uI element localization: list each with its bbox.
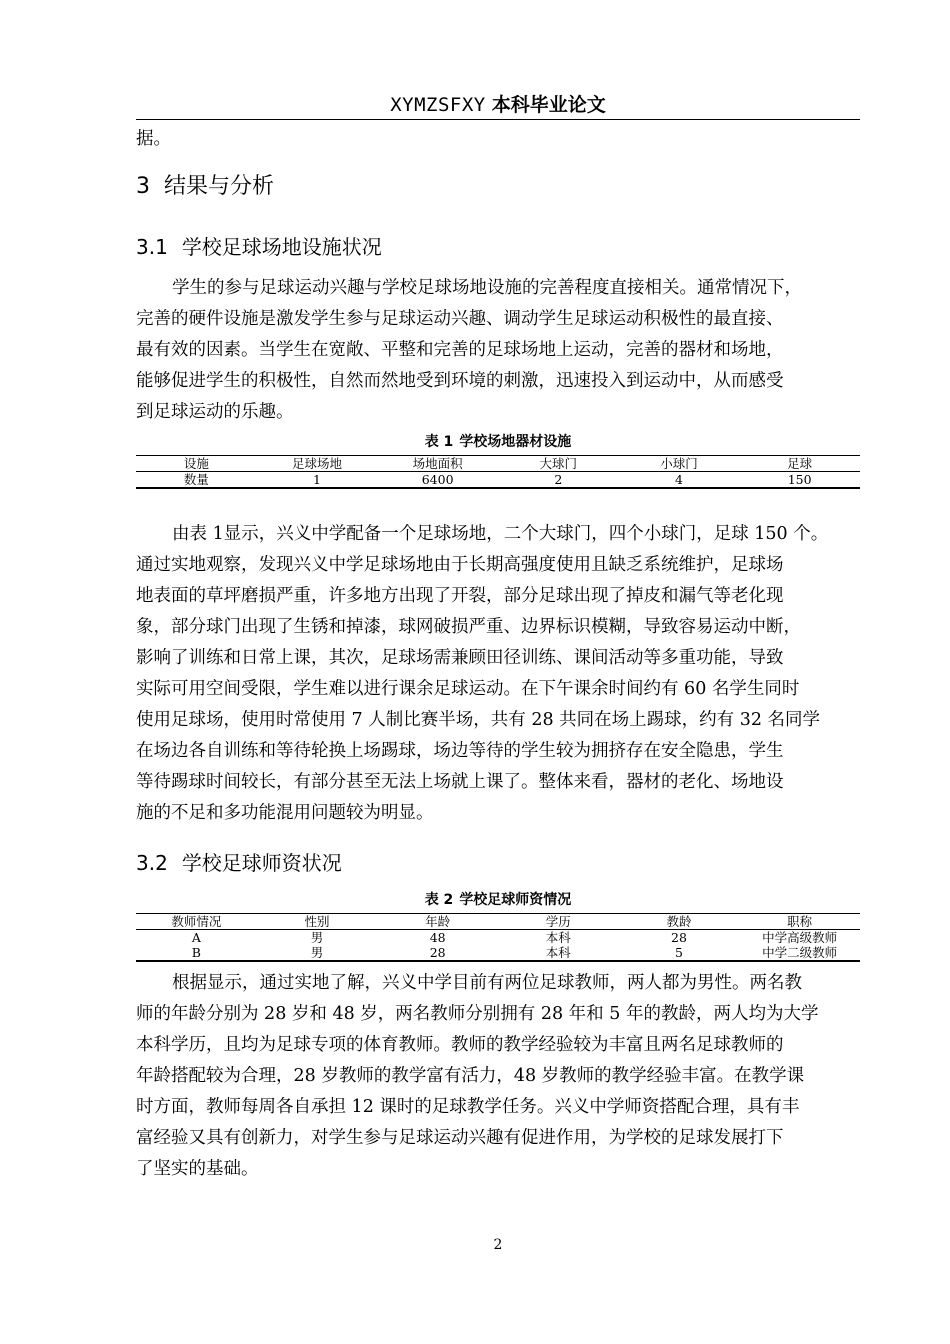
column-header: 小球门 (619, 456, 740, 472)
column-header: 性别 (257, 914, 378, 930)
paragraph-line: 地表面的草坪磨损严重，许多地方出现了开裂，部分足球出现了掉皮和漏气等老化现 (136, 586, 784, 606)
header-thesis-type: 本科毕业论文 (491, 94, 606, 116)
paragraph-line: 富经验又具有创新力，对学生参与足球运动兴趣有促进作用，为学校的足球发展打下 (136, 1128, 784, 1148)
column-header: 设施 (136, 456, 257, 472)
paragraph-line: 实际可用空间受限，学生难以进行课余足球运动。在下午课余时间约有 60 名学生同时 (136, 679, 800, 699)
paragraph-line: 通过实地观察，发现兴义中学足球场地由于长期高强度使用且缺乏系统维护，足球场 (136, 555, 784, 575)
table-cell: 28 (429, 945, 446, 960)
table-row (136, 472, 860, 489)
table-cell: 28 (671, 929, 687, 945)
paragraph-line: 本科学历，且均为足球专项的体育教师。教师的教学经验较为丰富且两名足球教师的 (136, 1035, 784, 1055)
table-2-caption (136, 891, 860, 909)
table-2-teachers (136, 913, 860, 962)
paragraph-line: 影响了训练和日常上课，其次，足球场需兼顾田径训练、课间活动等多重功能，导致 (136, 648, 784, 668)
table-cell: 5 (674, 945, 683, 960)
paragraph-line: 根据显示，通过实地了解，兴义中学目前有两位足球教师，两人都为男性。两名教 (172, 973, 802, 993)
paragraph-line: 能够促进学生的积极性，自然而然地受到环境的刺激，迅速投入到运动中，从而感受 (136, 371, 784, 391)
section-title: 结果与分析 (164, 174, 275, 199)
header-rule (136, 119, 860, 120)
table-1-analysis (136, 519, 860, 829)
paragraph-line: 使用足球场，使用时常使用 7 人制比赛半场，共有 28 共同在场上踢球，约有 32 名同学 (136, 710, 821, 730)
paragraph-line: 年龄搭配较为合理，28 岁教师的教学富有活力，48 岁教师的教学经验丰富。在教学课 (136, 1066, 805, 1086)
table-cell: 1 (313, 471, 321, 487)
table-caption-label: 表 2 (424, 892, 454, 908)
section-number: 3 (136, 174, 150, 199)
column-header: 职称 (739, 914, 860, 930)
table-cell: 数量 (183, 471, 209, 487)
table-cell: 150 (787, 471, 812, 487)
header-school-code: XYMZSFXY (390, 94, 486, 116)
table-cell: 男 (310, 929, 324, 945)
section-3-heading (136, 172, 274, 202)
table-cell: 2 (554, 471, 563, 487)
table-cell: 4 (674, 471, 683, 487)
table-1-caption (136, 433, 860, 451)
paragraph-line: 象，部分球门出现了生锈和掉漆，球网破损严重、边界标识模糊，导致容易运动中断， (136, 617, 801, 637)
table-cell: 中学二级教师 (762, 945, 838, 960)
page-number: 2 (493, 1237, 503, 1253)
table-row (136, 930, 860, 946)
paragraph-line: 完善的硬件设施是激发学生参与足球运动兴趣、调动学生足球运动积极性的最直接、 (136, 309, 784, 329)
column-header: 大球门 (498, 456, 619, 472)
paragraph-line: 等待踢球时间较长，有部分甚至无法上场就上课了。整体来看，器材的老化、场地设 (136, 772, 784, 792)
section-title: 学校足球场地设施状况 (181, 235, 382, 259)
column-header: 学历 (498, 914, 619, 930)
table-caption-title: 学校足球师资情况 (459, 892, 572, 908)
table-cell: A (191, 929, 201, 945)
section-number: 3.2 (136, 851, 168, 875)
paragraph-line: 施的不足和多功能混用问题较为明显。 (136, 803, 434, 823)
table-header-row (136, 914, 860, 930)
table-cell: 男 (310, 945, 324, 960)
section-title: 学校足球师资状况 (181, 851, 342, 875)
table-header-row (136, 456, 860, 472)
column-header: 足球场地 (257, 456, 378, 472)
paragraph-line: 到足球运动的乐趣。 (136, 402, 294, 422)
paragraph-line: 师的年龄分别为 28 岁和 48 岁，两名教师分别拥有 28 年和 5 年的教龄，两人均为大学 (136, 1004, 819, 1024)
table-row (136, 945, 860, 961)
table-caption-title: 学校场地器材设施 (459, 434, 572, 450)
paragraph-line: 时方面，教师每周各自承担 12 课时的足球教学任务。兴义中学师资搭配合理，具有丰 (136, 1097, 800, 1117)
paragraph-line: 由表 1显示，兴义中学配备一个足球场地，二个大球门，四个小球门，足球 150 个。 (172, 524, 829, 544)
running-header (136, 92, 860, 118)
table-caption-label: 表 1 (424, 434, 454, 450)
table-2-analysis (136, 968, 860, 1185)
paragraph-line: 在场边各自训练和等待轮换上场踢球，场边等待的学生较为拥挤存在安全隐患，学生 (136, 741, 784, 761)
section-3-1-paragraph (136, 273, 860, 428)
table-cell: 本科 (545, 945, 571, 960)
table-cell: 中学高级教师 (762, 929, 838, 945)
table-cell: B (191, 945, 201, 960)
paragraph-line: 学生的参与足球运动兴趣与学校足球场地设施的完善程度直接相关。通常情况下， (172, 278, 802, 298)
table-cell: 本科 (545, 929, 571, 945)
carryover-text: 据。 (136, 129, 171, 149)
column-header: 教龄 (619, 914, 740, 930)
column-header: 年龄 (377, 914, 498, 930)
column-header: 教师情况 (136, 914, 257, 930)
table-1-facilities (136, 455, 860, 489)
column-header: 足球 (739, 456, 860, 472)
section-number: 3.1 (136, 235, 168, 259)
section-3-1-heading (136, 233, 382, 261)
table-cell: 48 (429, 929, 446, 945)
paragraph-line: 了坚实的基础。 (136, 1159, 259, 1179)
column-header: 场地面积 (377, 456, 498, 472)
section-3-2-heading (136, 849, 342, 877)
table-cell: 6400 (421, 471, 454, 487)
paragraph-line: 最有效的因素。当学生在宽敞、平整和完善的足球场地上运动，完善的器材和场地， (136, 340, 784, 360)
